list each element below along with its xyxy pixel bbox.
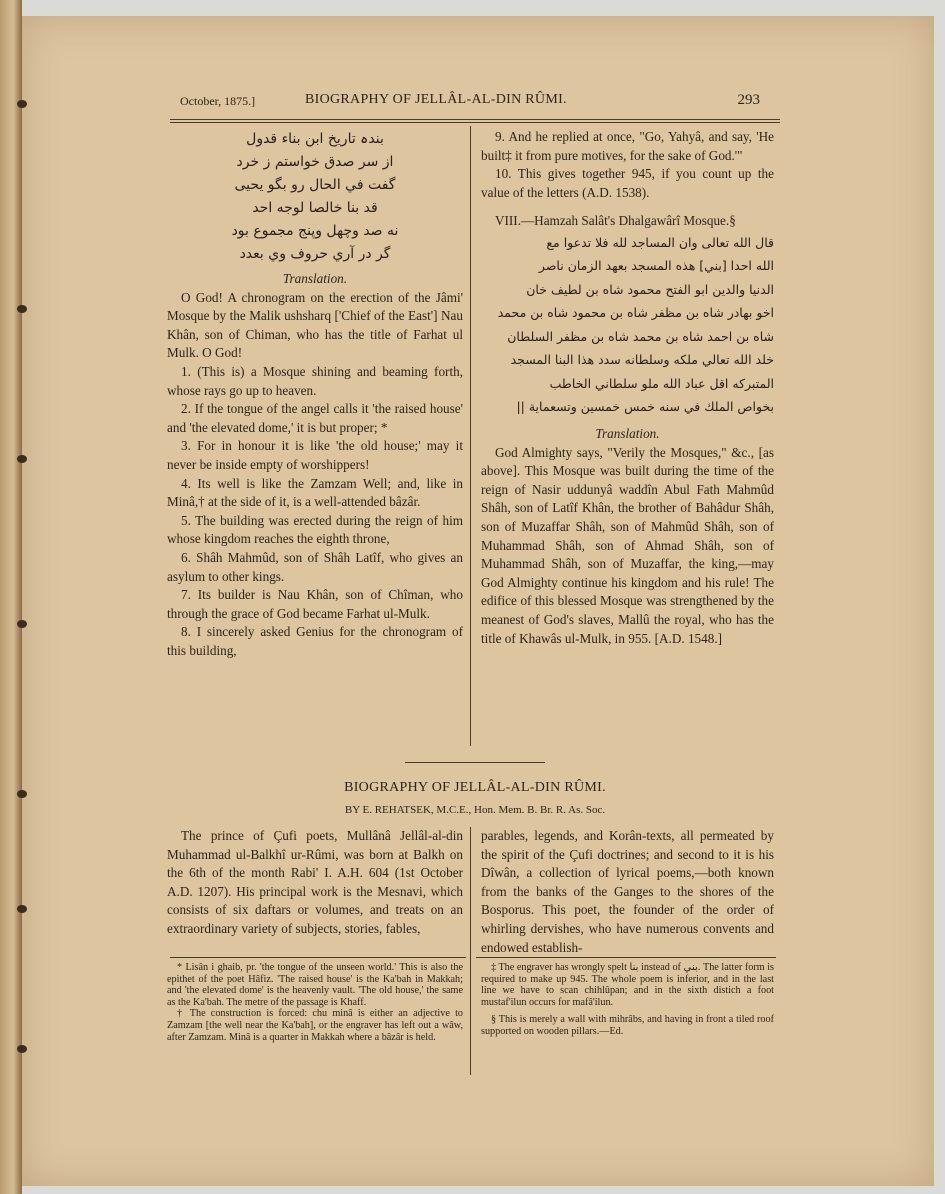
arabic-line: قال الله تعالى وان المساجد لله فلا تدعوا مع — [546, 234, 774, 250]
column-divider — [470, 126, 471, 746]
arabic-line: نه صد وچهل وپنج مجموع بود — [231, 223, 399, 239]
page-number: 293 — [737, 92, 760, 108]
footnote: † The construction is forced: chu minâ is either an adjective to Zamzam [the well near the Ka'bah], or the engraver has left out a wâw, after Zamzam. Minâ is a quarter in Makkah where a bâzâr is held. — [167, 1008, 463, 1043]
binding-hole — [17, 620, 27, 628]
header-date: October, 1875.] — [180, 94, 256, 108]
arabic-line: الدنيا والدين ابو الفتح محمود شاه بن لطيف خان — [526, 281, 774, 297]
arabic-line: بخواص الملك في سنه خمس خمسين وتسعماية || — [516, 399, 774, 415]
header-title: BIOGRAPHY OF JELLÂL-AL-DIN RÛMI. — [305, 92, 567, 107]
arabic-line: گر در آري حروف وي بعدد — [239, 246, 391, 262]
document-page — [22, 16, 934, 1186]
book-spine — [0, 0, 22, 1194]
article-title: BIOGRAPHY OF JELLÂL-AL-DIN RÛMI. — [344, 780, 606, 795]
arabic-line: اخو بهادر شاه بن مظفر شاه بن محمود شاه بن محمد — [497, 305, 774, 321]
binding-hole — [17, 790, 27, 798]
paragraph: 2. If the tongue of the angel calls it 'the raised house' and 'the elevated dome,' it is but proper; * — [167, 401, 463, 435]
arabic-line: المتبركه اقل عباد الله ملو سلطاني الخاطب — [549, 375, 774, 391]
paragraph: 3. For in honour it is like 'the old house;' may it never be inside empty of worshippers! — [167, 438, 463, 472]
arabic-verse — [167, 128, 463, 266]
translation-heading: Translation. — [595, 425, 660, 441]
translation-heading: Translation. — [282, 271, 348, 286]
paragraph: 5. The building was erected during the reign of him whose kingdom reaches the eighth throne, — [167, 512, 463, 547]
arabic-line: شاه بن احمد شاه بن محمد شاه بن مظفر السلطان — [507, 328, 774, 344]
footnote: ‡ The engraver has wrongly spelt بنا instead of بني. The latter form is required to make up 945. The whole poem is inferior, and in the last line we have to scan chihlûpan; and in the sixth distich a foot mustaf'ilun occurs for mafâ'ilun. — [481, 962, 775, 1008]
binding-hole — [17, 1045, 27, 1053]
footnote-rule — [170, 957, 466, 958]
footnote: § This is merely a wall with mihrâbs, and having in front a tiled roof supported on wooden pillars.—Ed. — [481, 1014, 774, 1037]
section-rule — [405, 762, 545, 763]
binding-hole — [17, 905, 27, 913]
arabic-line: خلد الله تعالي ملكه وسلطانه سدد هذا البنا المسجد — [510, 352, 774, 368]
arabic-line: از سر صدق خواستم ز خرد — [236, 154, 394, 170]
arabic-line: بندہ تاریخ ابن بناء قدول — [246, 131, 384, 147]
article-right-column — [481, 827, 774, 957]
binding-hole — [17, 100, 27, 108]
article-paragraph: parables, legends, and Korân-texts, all permeated by the spirit of the Çufi doctrines; and second to it is his Dîwân, a collection of lyrical poems,—both known from the banks of the Ganges to the shores of the Bosporus. This poet, the founder of the order of whirling dervishes, who have numerous convents and endowed establish- — [481, 828, 774, 955]
binding-hole — [17, 455, 27, 463]
paragraph: 1. (This is) a Mosque shining and beaming forth, whose rays go up to heaven. — [167, 363, 463, 398]
paragraph: 7. Its builder is Nau Khân, son of Chîman, who through the grace of God became Farhat ul-Mulk. — [167, 587, 463, 621]
arabic-line: الله احدا [بني] هذه المسجد بعهد الزمان ناصر — [538, 258, 774, 274]
arabic-line: قد بنا خالصا لوجه احد — [252, 200, 378, 216]
paragraph: 4. Its well is like the Zamzam Well; and, like in Minâ,† at the side of it, is a well-attended bâzâr. — [167, 475, 463, 510]
running-header — [180, 92, 760, 112]
article-left-column — [167, 827, 463, 939]
footnotes-right — [481, 962, 774, 1038]
article-paragraph: The prince of Çufi poets, Mullânâ Jellâl-al-din Muhammad ul-Balkhî ur-Rûmi, was born at Balkh on the 6th of the month Rabi' I. A.H. 604 (1st October A.D. 1207). His principal work is the Mesnavi, which consists of six daftars or volumes, and treats on an extraordinary variety of subjects, stories, fables, — [167, 828, 463, 936]
header-rule — [170, 119, 780, 120]
paragraph: O God! A chronogram on the erection of the Jâmi' Mosque by the Malik ushsharq ['Chief of the East'] Nau Khân, son of Chiman, who has the title of Farhat ul Mulk. O God! — [167, 289, 463, 361]
footnote: * Lisân i ghaib, pr. 'the tongue of the unseen world.' This is also the epithet of the poet Hâfiz. 'The raised house' is the Ka'bah in Makkah; and 'the elevated dome' is the heavenly vault. 'The old house,' the same as the Ka'bah. The metre of the passage is Khaff. — [167, 962, 463, 1008]
arabic-inscription — [481, 231, 774, 419]
binding-hole — [17, 305, 27, 313]
right-column — [481, 128, 774, 648]
footnote-rule — [476, 957, 776, 958]
arabic-line: گفت في الحال رو بگو يحيى — [234, 177, 396, 193]
article-column-divider — [470, 827, 471, 1075]
paragraph: 10. This gives together 945, if you count up the value of the letters (A.D. 1538). — [481, 166, 774, 200]
section-heading: VIII.—Hamzah Salât's Dhalgawârî Mosque.§ — [495, 213, 736, 229]
paragraph: 8. I sincerely asked Genius for the chronogram of this building, — [167, 624, 463, 658]
paragraph: 6. Shâh Mahmûd, son of Shâh Latîf, who gives an asylum to other kings. — [167, 549, 463, 584]
paragraph: 9. And he replied at once, "Go, Yahyâ, and say, 'He built‡ it from pure motives, for the sake of God.'" — [481, 129, 774, 163]
header-rule-2 — [170, 122, 780, 123]
left-column — [167, 128, 463, 660]
article-byline: BY E. REHATSEK, M.C.E., Hon. Mem. B. Br. R. As. Soc. — [344, 804, 606, 816]
footnotes-left — [167, 962, 463, 1043]
translation-text: God Almighty says, "Verily the Mosques," &c., [as above]. This Mosque was built during the time of the reign of Nasir uddunyâ waddîn Abul Fath Mahmûd Shâh, son of Latîf Khân, the brother of Bahâdur Shâh, son of Muzaffar Shâh, son of Mahmûd Shâh, son of Muhammad Shâh, son of Ahmad Shâh, son of Muhammad Shâh, son of Muzaffar, the king,—may God Almighty continue his kingdom and his rule! The edifice of this blessed Mosque was strengthened by the meanest of God's slaves, Mallû the royal, who has the title of Khawâs ul-Mulk, in 955. [A.D. 1548.] — [481, 444, 774, 646]
